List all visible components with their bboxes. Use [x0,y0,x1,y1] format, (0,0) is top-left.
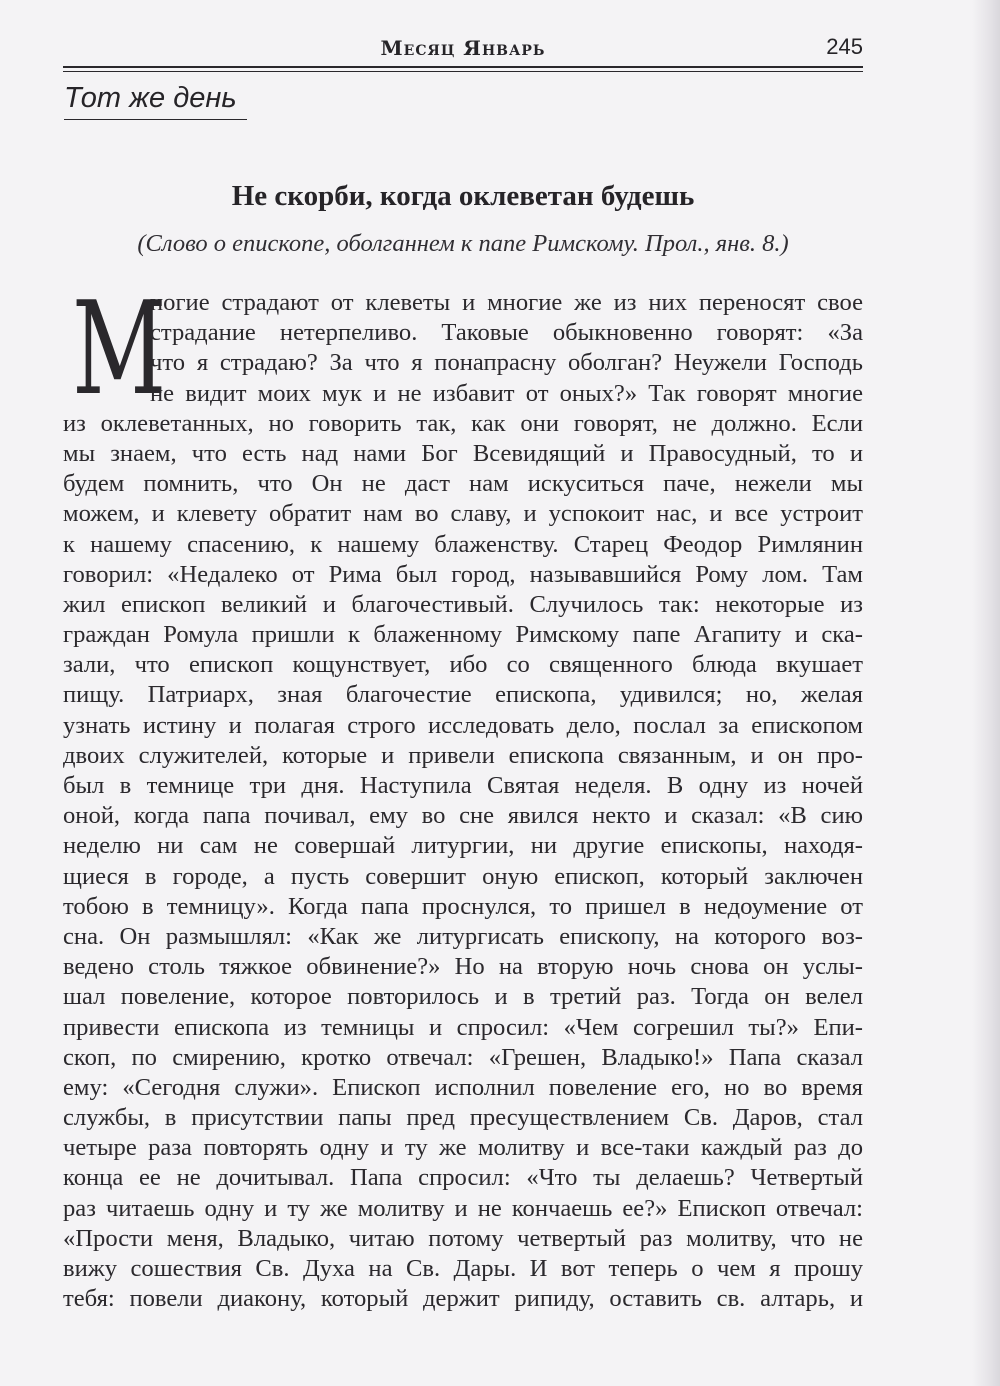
body-line: щиеся в городе, а пусть совершит оную епископ, который заключен [63,862,863,890]
page-number: 245 [826,34,863,59]
body-line: «Прости меня, Владыко, читаю потому четвертый раз молитву, что не [63,1224,863,1252]
body-line: шал повеление, которое повторилось и в третий раз. Тогда он велел [63,983,863,1011]
article-subtitle: (Слово о епископе, оболганнем к папе Римскому. Прол., янв. 8.) [137,230,789,257]
header-rule [63,66,863,68]
body-line: службы, в присутствии папы пред пресуществлением Св. Даров, стал [63,1104,863,1132]
running-header [63,30,863,70]
section-label: Тот же день [64,82,237,114]
body-line: четыре раза повторять одну и ту же молитву и все-таки каждый раз до [63,1134,863,1162]
body-line: оной, когда папа почивал, ему во сне явился некто и сказал: «В сию [63,802,863,830]
body-line: сна. Он размышлял: «Как же литургисать епископу, на которого воз- [63,922,863,950]
body-line: тобою в темницу». Когда папа проснулся, то пришел в недоумение от [63,892,863,920]
body-line: неделю ни сам не совершай литургии, ни другие епископы, находя- [63,832,863,860]
running-title: Месяц Январь [380,36,546,60]
body-line: двоих служителей, которые и привели епископа связанным, и он про- [63,741,863,769]
body-line: вижу сошествия Св. Духа на Св. Дары. И вот теперь о чем я прошу [63,1255,863,1282]
body-line: можем, и клевету обратит нам во славу, и успокоит нас, и все устроит [63,500,863,528]
body-line: пищу. Патриарх, зная благочестие епископа, удивился; но, желая [63,681,863,709]
body-line: граждан Ромула пришли к блаженному Римскому папе Агапиту и ска- [63,621,863,649]
body-line: тебя: повели диакону, который держит рипиду, оставить св. алтарь, и [63,1285,863,1313]
body-line: ногие страдают от клеветы и многие же из них переносят свое [150,289,863,316]
body-line: привести епископа из темницы и спросил: «Чем согрешил ты?» Епи- [63,1013,863,1041]
body-line: жил епископ великий и благочестивый. Случилось так: некоторые из [63,590,863,618]
body-line: говорил: «Недалеко от Рима был город, называвшийся Рому лом. Там [63,560,863,588]
body-line: что я страдаю? За что я понапрасну оболган? Неужели Господь [150,349,863,377]
drop-cap: М [72,275,167,424]
body-line: зали, что епископ кощунствует, ибо со священного блюда вкушает [63,651,863,679]
body-line: будем помнить, что Он не даст нам искуситься паче, нежели мы [63,470,863,498]
body-line: ему: «Сегодня служи». Епископ исполнил повеление его, но во время [63,1073,863,1101]
body-line: раз читаешь одну и ту же молитву и не кончаешь ее?» Епископ отвечал: [63,1194,863,1222]
body-line: узнать истину и полагая строго исследовать дело, послал за епископом [63,711,863,739]
body-line: скоп, по смирению, кротко отвечал: «Грешен, Владыко!» Папа сказал [63,1043,863,1071]
article-body [63,275,863,1314]
header-rule-thin [63,71,863,72]
body-line: конца ее не дочитывал. Папа спросил: «Что ты делаешь? Четвертый [63,1164,863,1192]
article-title: Не скорби, когда оклеветан будешь [231,180,695,212]
body-line: ведено столь тяжкое обвинение?» Но на вторую ночь снова он услы- [63,953,863,981]
section-label-underline [64,119,247,120]
body-line: был в темнице три дня. Наступила Святая неделя. В одну из ночей [63,772,863,799]
body-line: из оклеветанных, но говорить так, как они говорят, не должно. Если [63,409,863,437]
page-edge-shadow [972,0,1000,1386]
body-line: не видит моих мук и не избавит от оных?» Так говорят многие [150,379,863,407]
body-line: мы знаем, что есть над нами Бог Всевидящий и Правосудный, то и [63,439,863,467]
body-line: к нашему спасению, к нашему блаженству. Старец Феодор Римлянин [63,530,863,558]
body-line: страдание нетерпеливо. Таковые обыкновенно говорят: «За [150,319,863,347]
